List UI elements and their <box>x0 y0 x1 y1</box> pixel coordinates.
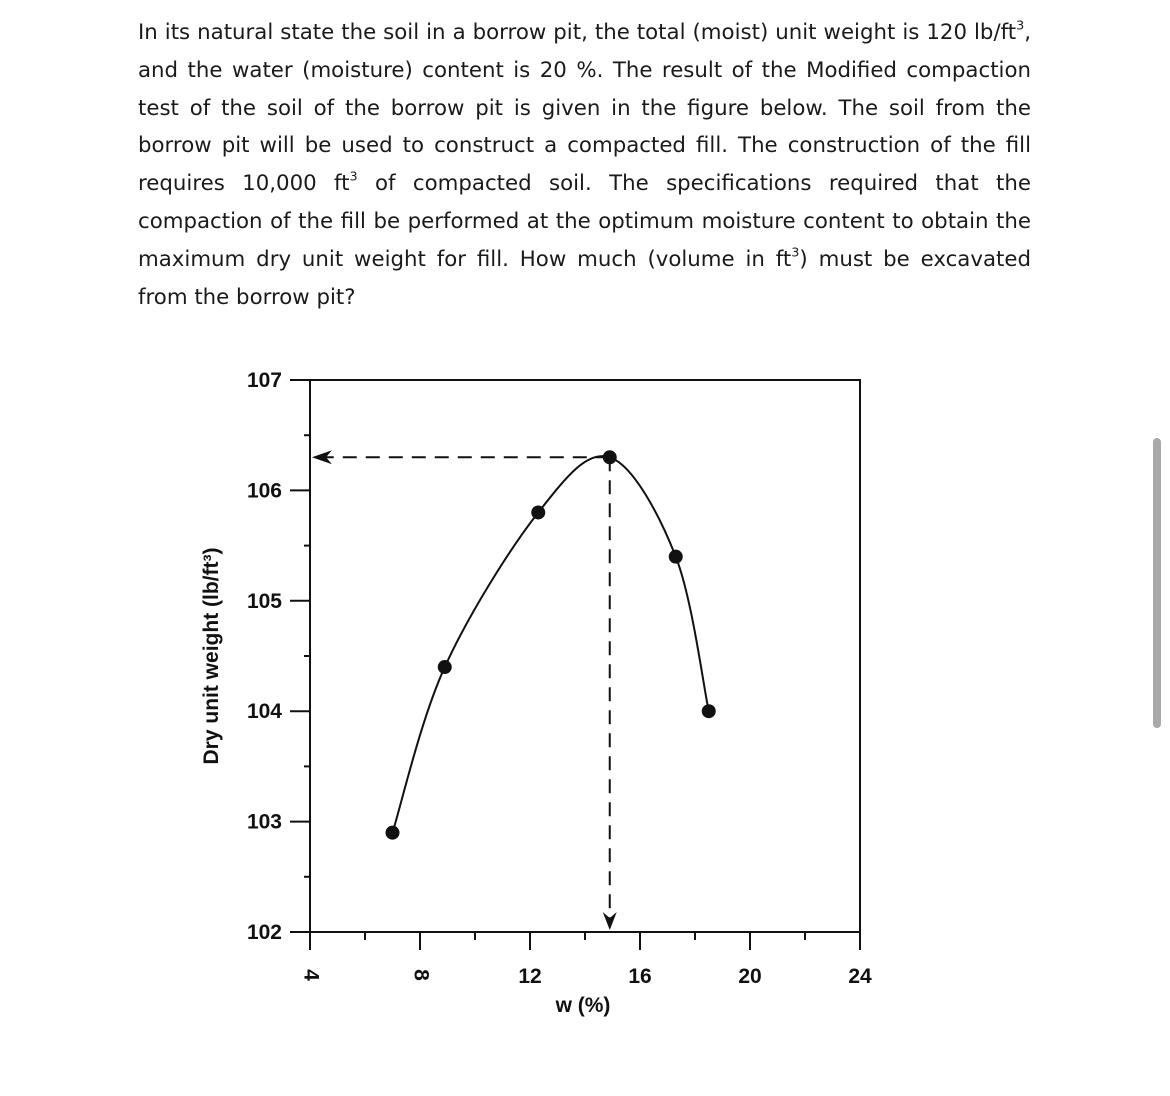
problem-text-segment: ) must be excavated from the borrow pit? <box>138 246 1031 310</box>
y-tick-label: 106 <box>246 479 282 503</box>
problem-text-segment: In its natural state the soil in a borrow pit, the total (moist) unit weight is 120 lb/ft <box>138 20 1017 45</box>
data-point <box>702 704 716 718</box>
y-tick-label: 104 <box>246 700 282 724</box>
x-tick-label: 4 <box>299 969 323 981</box>
x-guide-arrowhead <box>603 912 617 930</box>
data-point <box>386 826 400 840</box>
compaction-curve <box>393 456 709 833</box>
y-tick-label: 105 <box>246 589 282 613</box>
y-axis-label: Dry unit weight (lb/ft³) <box>200 547 223 765</box>
superscript: 3 <box>1016 18 1025 34</box>
y-tick-label: 107 <box>246 369 282 392</box>
data-point <box>603 450 617 464</box>
x-tick-label: 20 <box>738 965 762 988</box>
y-tick-label: 103 <box>246 810 282 834</box>
data-point <box>669 550 683 564</box>
x-tick-label: 16 <box>628 965 652 988</box>
problem-text-segment: , and the water (moisture) content is 20 %. The result of the Modified compaction test of the soil of the borrow pit is given in the figure below. The soil from the borrow pit will be used to construct a compacted fill. The construction of the fill requires 10,000 ft <box>138 20 1031 197</box>
superscript: 3 <box>349 169 358 185</box>
x-tick-label: 12 <box>518 965 542 988</box>
data-point <box>438 660 452 674</box>
x-tick-label: 8 <box>409 969 433 981</box>
x-axis-label: w (%) <box>555 994 611 1017</box>
scrollbar-thumb[interactable] <box>1153 438 1161 728</box>
y-tick-label: 102 <box>246 921 282 944</box>
superscript: 3 <box>791 245 800 261</box>
problem-text-segment: of compacted soil. The specifications required that the compaction of the fill be performed at the optimum moisture content to obtain the maximum dry unit weight for fill. How much (volume in ft <box>138 171 1031 272</box>
x-tick-label: 24 <box>848 965 872 988</box>
data-point <box>531 505 545 519</box>
